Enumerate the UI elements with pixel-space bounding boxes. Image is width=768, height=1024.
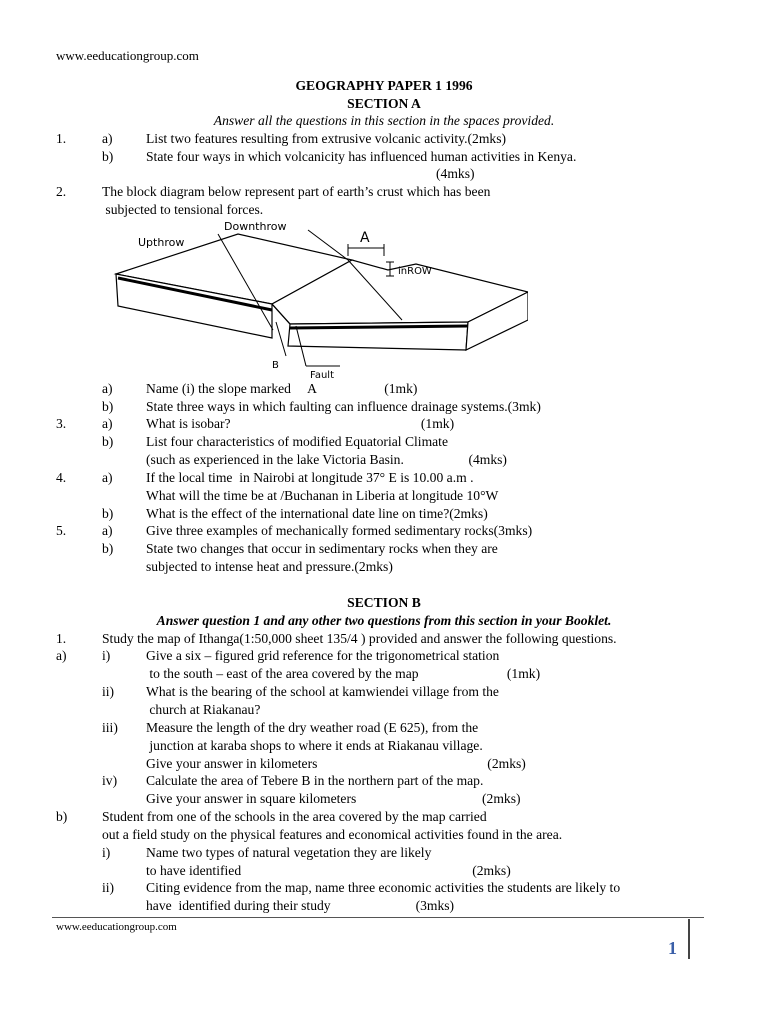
- section_a-number: 2.: [56, 184, 67, 199]
- section_a-question-text: subjected to tensional forces.: [102, 202, 264, 217]
- section_a-question-text: (4mks): [436, 166, 475, 181]
- section_a-question-text: Give three examples of mechanically formed sedimentary rocks(3mks): [146, 523, 533, 538]
- section-b-instruction: Answer question 1 and any other two questions from this section in your Booklet.: [156, 613, 612, 628]
- section_b-number: a): [56, 648, 67, 663]
- section_a-question-text: State four ways in which volcanicity has influenced human activities in Kenya.: [146, 149, 577, 164]
- section_a-sub-label: b): [102, 149, 114, 164]
- label-a: A: [360, 230, 370, 246]
- section_b-question-text: Citing evidence from the map, name three economic activities the students are likely to: [146, 880, 621, 895]
- section_b-sub-label: iii): [102, 720, 118, 735]
- section_a-sub-label: b): [102, 399, 114, 414]
- page-number: 1: [668, 938, 677, 958]
- section_a-question-text: Name (i) the slope marked A (1mk): [146, 381, 418, 396]
- section_a-question-text: subjected to intense heat and pressure.(2mks): [146, 559, 393, 574]
- paper-title: GEOGRAPHY PAPER 1 1996: [295, 78, 473, 93]
- section_a-question-text: State three ways in which faulting can influence drainage systems.(3mk): [146, 399, 541, 414]
- footer-vertical-rule: [688, 919, 690, 959]
- section-b-heading: SECTION B: [347, 595, 421, 610]
- section_b-question-text: Give a six – figured grid reference for the trigonometrical station: [146, 648, 500, 663]
- section_a-sub-label: a): [102, 416, 113, 431]
- section_a-sub-label: a): [102, 381, 113, 396]
- label-b: B: [272, 360, 279, 371]
- label-upthrow: Upthrow: [138, 236, 185, 249]
- section_a-sub-label: b): [102, 506, 114, 521]
- section_a-question-text: List four characteristics of modified Equatorial Climate: [146, 434, 448, 449]
- section_b-question-text: church at Riakanau?: [146, 702, 261, 717]
- section_b-question-text: What is the bearing of the school at kamwiendei village from the: [146, 684, 499, 699]
- section_a-number: 4.: [56, 470, 67, 485]
- section_a-question-text: If the local time in Nairobi at longitude 37° E is 10.00 a.m .: [146, 470, 474, 485]
- section_b-question-text: Calculate the area of Tebere B in the northern part of the map.: [146, 773, 484, 788]
- section_b-sub-label: i): [102, 648, 111, 663]
- section-a-instruction: Answer all the questions in this section in the spaces provided.: [213, 113, 555, 128]
- section_a-question-text: (such as experienced in the lake Victoria Basin. (4mks): [146, 452, 507, 467]
- block-diagram: [108, 216, 528, 380]
- section_b-question-text: to have identified (2mks): [146, 863, 511, 878]
- section_b-question-text: have identified during their study (3mks): [146, 898, 455, 913]
- label-inrow: inROW: [398, 266, 432, 277]
- section_b-sub-label: iv): [102, 773, 118, 788]
- section_b-question-text: Name two types of natural vegetation they are likely: [146, 845, 432, 860]
- section_a-number: 5.: [56, 523, 67, 538]
- footer-rule: [52, 917, 704, 918]
- header-site: www.eeducationgroup.com: [56, 48, 199, 63]
- section_a-question-text: What is isobar? (1mk): [146, 416, 455, 431]
- section_a-number: 3.: [56, 416, 67, 431]
- section_a-question-text: What is the effect of the international date line on time?(2mks): [146, 506, 488, 521]
- label-downthrow: Downthrow: [224, 220, 287, 233]
- section_b-sub-label: ii): [102, 684, 115, 699]
- section_b-sub-label: i): [102, 845, 111, 860]
- section_a-question-text: What will the time be at /Buchanan in Liberia at longitude 10°W: [146, 488, 499, 503]
- footer-site: www.eeducationgroup.com: [56, 921, 177, 933]
- section_a-sub-label: a): [102, 131, 113, 146]
- section_a-sub-label: a): [102, 523, 113, 538]
- section_b-question-text: Give your answer in square kilometers (2mks): [146, 791, 521, 806]
- section_a-sub-label: b): [102, 434, 114, 449]
- section_b-question-text: out a field study on the physical features and economical activities found in the area.: [102, 827, 563, 842]
- section_b-number: b): [56, 809, 68, 824]
- section_b-question-text: Measure the length of the dry weather road (E 625), from the: [146, 720, 479, 735]
- section_b-question-text: junction at karaba shops to where it ends at Riakanau village.: [146, 738, 483, 753]
- section_b-question-text: Student from one of the schools in the area covered by the map carried: [102, 809, 487, 824]
- section_b-question-text: Give your answer in kilometers (2mks): [146, 756, 526, 771]
- section_a-question-text: The block diagram below represent part of earth’s crust which has been: [102, 184, 491, 199]
- section_b-sub-label: ii): [102, 880, 115, 895]
- section_a-sub-label: a): [102, 470, 113, 485]
- section_a-number: 1.: [56, 131, 67, 146]
- section_a-question-text: State two changes that occur in sedimentary rocks when they are: [146, 541, 498, 556]
- section_b-question-text: Study the map of Ithanga(1:50,000 sheet 135/4 ) provided and answer the following questions.: [102, 631, 617, 646]
- section_b-question-text: to the south – east of the area covered by the map (1mk): [146, 666, 541, 681]
- section-a-heading: SECTION A: [347, 96, 421, 111]
- label-fault: Fault: [310, 370, 334, 380]
- section_b-number: 1.: [56, 631, 67, 646]
- section_a-question-text: List two features resulting from extrusive volcanic activity.(2mks): [146, 131, 507, 146]
- section_a-sub-label: b): [102, 541, 114, 556]
